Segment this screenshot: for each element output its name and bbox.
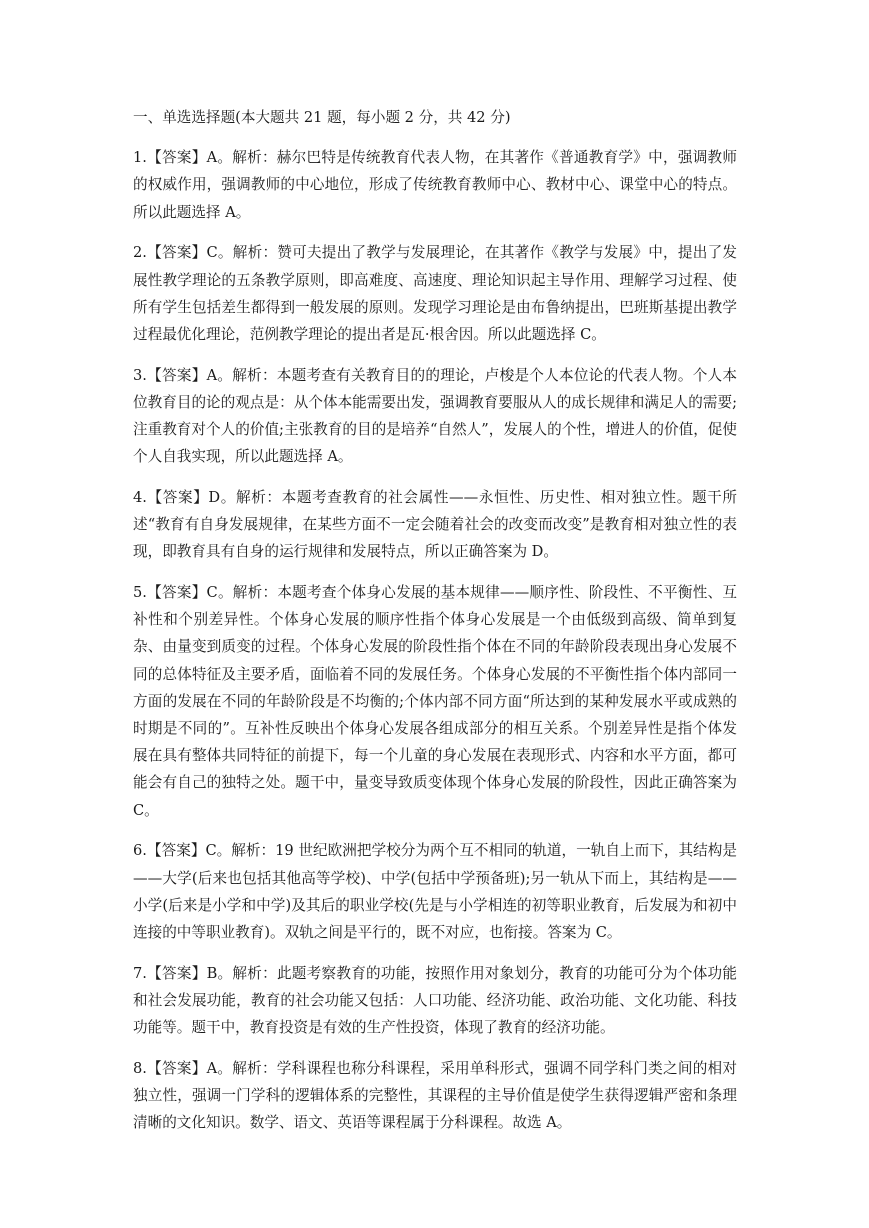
answer-6: 6.【答案】C。解析：19 世纪欧洲把学校分为两个互不相同的轨道，一轨自上而下，其结构是——大学(后来也包括其他高等学校)、中学(包括中学预备班);另一轨从下而上，其结构是——小学(后来是小学和中学)及其后的职业学校(先是与小学相连的初等职业教育，后发展为和初中连接的中等职业教育)。双轨之间是平行的，既不对应，也衔接。答案为 C。 — [133, 842, 737, 941]
document-page — [133, 104, 737, 1136]
answer-1: 1.【答案】A。解析：赫尔巴特是传统教育代表人物，在其著作《普通教育学》中，强调教师的权威作用，强调教师的中心地位，形成了传统教育教师中心、教材中心、课堂中心的特点。所以此题选择 A。 — [133, 149, 737, 221]
answer-8: 8.【答案】A。解析：学科课程也称分科课程，采用单科形式，强调不同学科门类之间的相对独立性，强调一门学科的逻辑体系的完整性，其课程的主导价值是使学生获得逻辑严密和条理清晰的文化知识。数学、语文、英语等课程属于分科课程。故选 A。 — [133, 1059, 737, 1132]
section-title: 一、单选选择题(本大题共 21 题，每小题 2 分，共 42 分) — [133, 109, 511, 126]
answer-2: 2.【答案】C。解析：赞可夫提出了教学与发展理论，在其著作《教学与发展》中，提出了发展性教学理论的五条教学原则，即高难度、高速度、理论知识起主导作用、理解学习过程、使所有学生包括差生都得到一般发展的原则。发现学习理论是由布鲁纳提出，巴班斯基提出教学过程最优化理论，范例教学理论的提出者是瓦·根舍因。所以此题选择 C。 — [133, 244, 737, 343]
answer-4: 4.【答案】D。解析：本题考查教育的社会属性——永恒性、历史性、相对独立性。题干所述“教育有自身发展规律，在某些方面不一定会随着社会的改变而改变”是教育相对独立性的表现，即教育具有自身的运行规律和发展特点，所以正确答案为 D。 — [133, 488, 737, 561]
answer-3: 3.【答案】A。解析：本题考查有关教育目的的理论，卢梭是个人本位论的代表人物。个人本位教育目的论的观点是：从个体本能需要出发，强调教育要服从人的成长规律和满足人的需要;注重教育对个人的价值;主张教育的目的是培养“自然人”，发展人的个性，增进人的价值，促使个人自我实现，所以此题选择 A。 — [133, 366, 737, 466]
answer-7: 7.【答案】B。解析：此题考察教育的功能，按照作用对象划分，教育的功能可分为个体功能和社会发展功能，教育的社会功能又包括：人口功能、经济功能、政治功能、文化功能、科技功能等。题干中，教育投资是有效的生产性投资，体现了教育的经济功能。 — [133, 964, 737, 1037]
answer-5: 5.【答案】C。解析：本题考查个体身心发展的基本规律——顺序性、阶段性、不平衡性、互补性和个别差异性。个体身心发展的顺序性指个体身心发展是一个由低级到高级、简单到复杂、由量变到质变的过程。个体身心发展的阶段性指个体在不同的年龄阶段表现出身心发展不同的总体特征及主要矛盾，面临着不同的发展任务。个体身心发展的不平衡性指个体内部同一方面的发展在不同的年龄阶段是不均衡的;个体内部不同方面“所达到的某种发展水平或成熟的时期是不同的”。互补性反映出个体身心发展各组成部分的相互关系。个别差异性是指个体发展在具有整体共同特征的前提下，每一个儿童的身心发展在表现形式、内容和水平方面，都可能会有自己的独特之处。题干中，量变导致质变体现个体身心发展的阶段性，因此正确答案为 C。 — [133, 584, 737, 819]
